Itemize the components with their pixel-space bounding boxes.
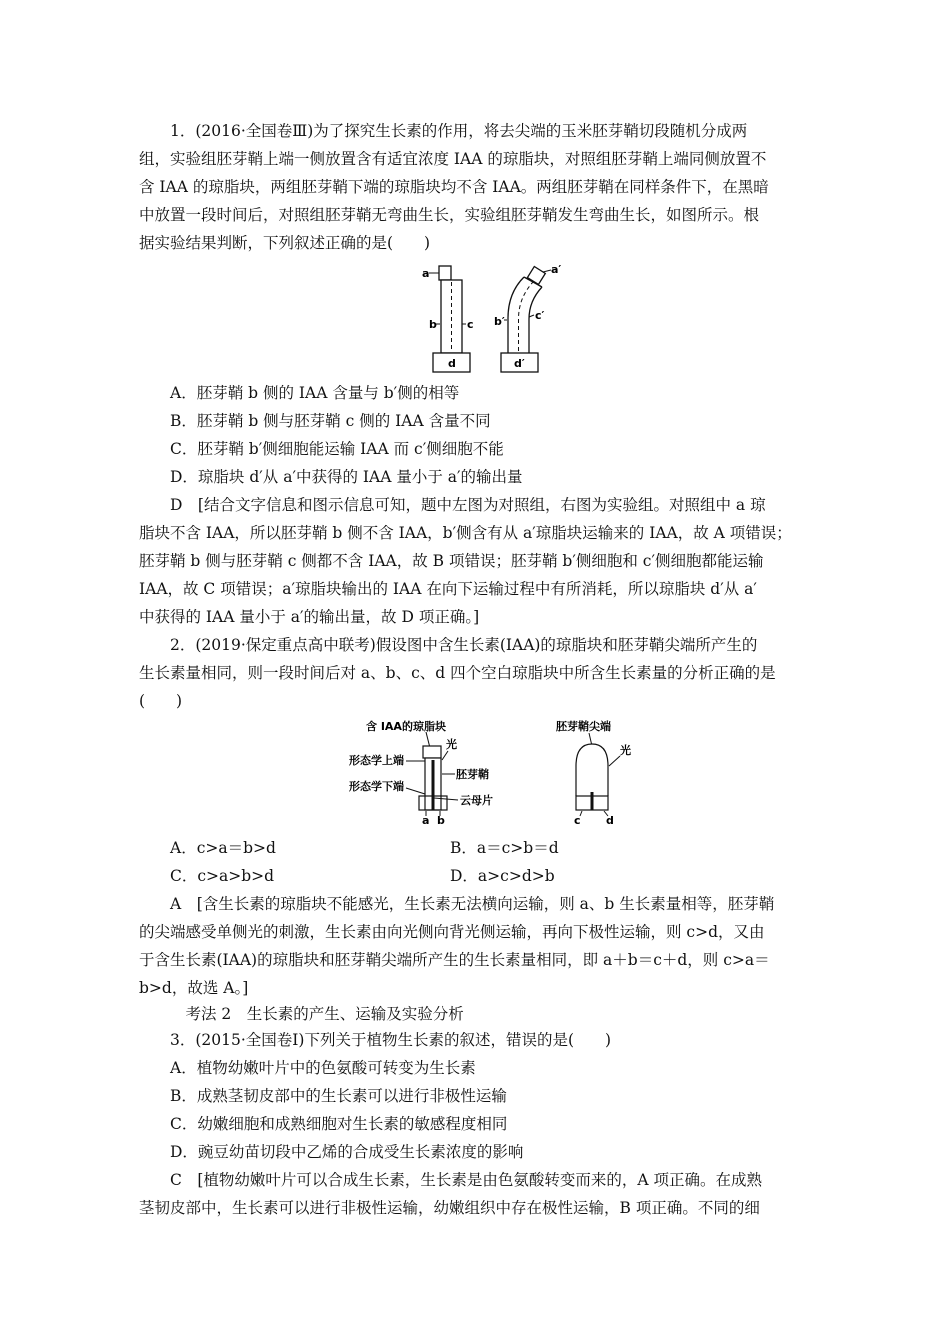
label-upper-end: 形态学上端: [349, 754, 404, 767]
q2-line-2: 生长素量相同，则一段时间后对 a、b、c、d 四个空白琼脂块中所含生长素量的分析正确的是: [139, 664, 776, 682]
q1-line-1: 1．(2016·全国卷Ⅲ)为了探究生长素的作用，将去尖端的玉米胚芽鞘切段随机分成两: [139, 122, 748, 140]
agar-block-a: [439, 266, 451, 280]
q1-option-d: D．琼脂块 d′从 a′中获得的 IAA 量小于 a′的输出量: [139, 468, 523, 486]
iaa-agar-block: [423, 746, 441, 758]
label-b: b: [437, 814, 445, 826]
q3-line-1: 3．(2015·全国卷Ⅰ)下列关于植物生长素的叙述，错误的是( ): [139, 1031, 612, 1049]
q1-option-b: B．胚芽鞘 b 侧与胚芽鞘 c 侧的 IAA 含量不同: [139, 412, 491, 430]
q1-option-a: A．胚芽鞘 b 侧的 IAA 含量与 b′侧的相等: [139, 384, 460, 402]
label-mica: 云母片: [460, 794, 493, 807]
label-a: a: [422, 267, 430, 280]
q1-answer-3: 胚芽鞘 b 侧与胚芽鞘 c 侧都不含 IAA，故 B 项错误；胚芽鞘 b′侧细胞和 c′侧细胞都能运输: [139, 552, 764, 570]
q2-figure: [346, 718, 646, 826]
label-b-prime: b′: [494, 315, 505, 328]
label-lower-end: 形态学下端: [349, 780, 404, 793]
q2-line-1: 2．(2019·保定重点高中联考)假设图中含生长素(IAA)的琼脂块和胚芽鞘尖端所产生的: [139, 636, 758, 654]
label-iaa-block: 含 IAA的琼脂块: [366, 720, 446, 733]
label-d: d: [606, 814, 614, 826]
label-d-prime: d′: [514, 357, 525, 370]
q3-answer-1: C [植物幼嫩叶片可以合成生长素，生长素是由色氨酸转变而来的，A 项正确。在成熟: [139, 1171, 763, 1189]
q2-answer-2: 的尖端感受单侧光的刺激，生长素由向光侧向背光侧运输，再向下极性运输，则 c>d，又由: [139, 923, 765, 941]
q1-line-3: 含 IAA 的琼脂块，两组胚芽鞘下端的琼脂块均不含 IAA。两组胚芽鞘在同样条件下，在黑暗: [139, 178, 769, 196]
q1-answer-1: D [结合文字信息和图示信息可知，题中左图为对照组，右图为实验组。对照组中 a 琼: [139, 496, 766, 514]
label-c-prime: c′: [535, 309, 545, 322]
label-tip: 胚芽鞘尖端: [556, 720, 611, 733]
label-light-left: 光: [446, 738, 457, 751]
agar-block-a-prime: [527, 267, 545, 285]
q3-option-b: B．成熟茎韧皮部中的生长素可以进行非极性运输: [139, 1087, 507, 1105]
label-c: c: [574, 814, 581, 826]
q1-figure: [420, 263, 570, 375]
label-light-right: 光: [620, 744, 631, 757]
q2-answer-3: 于含生长素(IAA)的琼脂块和胚芽鞘尖端所产生的生长素量相同，即 a＋b＝c＋d，则 c>a＝: [139, 951, 770, 969]
q1-option-c: C．胚芽鞘 b′侧细胞能运输 IAA 而 c′侧细胞不能: [139, 440, 504, 458]
label-coleoptile: 胚芽鞘: [456, 768, 489, 781]
label-a: a: [422, 814, 430, 826]
q2-option-a: A．c>a＝b>d: [139, 839, 276, 857]
q3-option-d: D．豌豆幼苗切段中乙烯的合成受生长素浓度的影响: [139, 1143, 524, 1161]
q2-option-c: C．c>a>b>d: [139, 867, 275, 885]
label-c: c: [467, 318, 474, 331]
coleoptile-tip: [576, 744, 608, 796]
q3-answer-2: 茎韧皮部中，生长素可以进行非极性运输，幼嫩组织中存在极性运输，B 项正确。不同的细: [139, 1199, 760, 1217]
q1-answer-5: 中获得的 IAA 量小于 a′的输出量，故 D 项正确。]: [139, 608, 480, 626]
q2-answer-1: A [含生长素的琼脂块不能感光，生长素无法横向运输，则 a、b 生长素量相等，胚芽鞘: [139, 895, 775, 913]
q1-answer-2: 脂块不含 IAA，所以胚芽鞘 b 侧不含 IAA，b′侧含有从 a′琼脂块运输来的 IAA，故 A 项错误；: [139, 524, 792, 542]
q1-answer-4: IAA，故 C 项错误；a′琼脂块输出的 IAA 在向下运输过程中有所消耗，所以琼脂块 d′从 a′: [139, 580, 757, 598]
q2-answer-4: b>d，故选 A。]: [139, 979, 249, 997]
q1-line-5: 据实验结果判断，下列叙述正确的是( ): [139, 234, 431, 252]
q2-option-d: D．a>c>d>b: [450, 867, 555, 885]
label-b: b: [429, 318, 437, 331]
q3-option-c: C．幼嫩细胞和成熟细胞对生长素的敏感程度相同: [139, 1115, 508, 1133]
q3-option-a: A．植物幼嫩叶片中的色氨酸可转变为生长素: [139, 1059, 476, 1077]
q2-line-3: ( ): [139, 692, 183, 710]
label-a-prime: a′: [551, 263, 562, 276]
section-heading: 考法 2 生长素的产生、运输及实验分析: [139, 1005, 464, 1023]
q1-line-4: 中放置一段时间后，对照组胚芽鞘无弯曲生长，实验组胚芽鞘发生弯曲生长，如图所示。根: [139, 206, 760, 224]
label-d: d: [448, 357, 456, 370]
q1-line-2: 组，实验组胚芽鞘上端一侧放置含有适宜浓度 IAA 的琼脂块，对照组胚芽鞘上端同侧放置不: [139, 150, 767, 168]
q2-option-b: B．a＝c>b＝d: [450, 839, 559, 857]
